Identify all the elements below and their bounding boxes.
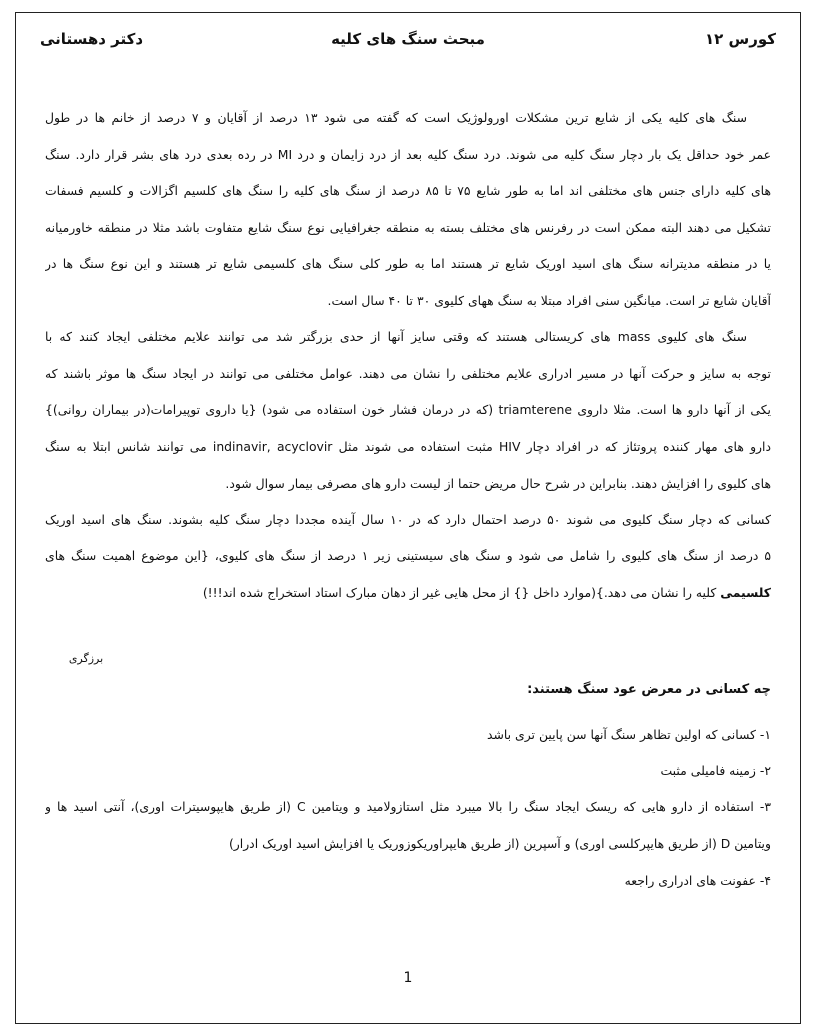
author-name: دکتر دهستانی	[40, 30, 144, 48]
paragraph-line: آقایان شایع تر است. میانگین سنی افراد مبتلا به سنگ ههای کلیوی ۳۰ تا ۴۰ سال است.	[327, 293, 771, 308]
page-header	[40, 30, 776, 60]
section-heading: چه کسانی در معرض عود سنگ هستند:	[527, 682, 771, 697]
paragraph-line: یکی از آنها دارو ها است. مثلا داروی triamterene (که در درمان فشار خون استفاده می شود) {یا داروی توپیرامات(در بیماران روانی)}	[45, 402, 771, 417]
course-label: کورس ۱۲	[705, 30, 776, 48]
main-text	[45, 100, 771, 611]
bold-term: کلسیمی	[720, 585, 771, 600]
paragraph-line: های کلیوی را افزایش دهند. بنابراین در شرح حال مریض حتما از لیست دارو های مصرفی بیمار سوال شود.	[225, 475, 771, 491]
paragraph-line	[45, 575, 771, 612]
paragraph-text: کلیه را نشان می دهد.}(موارد داخل {} از محل هایی غیر از دهان مبارک استاد استخراج شده اند!!!)	[202, 585, 721, 600]
paragraph-line: دارو های مهار کننده پروتئاز که در افراد دچار HIV مثبت استفاده می شوند مثل indinavir, acyclovir می توانند شانس ابتلا به سنگ	[45, 438, 771, 454]
paragraph-line: توجه به سایز و حرکت آنها در مسیر ادراری علایم مختلفی را نشان می دهند. عوامل مختلفی می توانند در ایجاد سنگ ها موثر باشند که	[45, 365, 771, 381]
risk-list	[45, 716, 771, 899]
paragraph-line: کسانی که دچار سنگ کلیوی می شوند ۵۰ درصد احتمال دارد که در ۱۰ سال آینده مجددا دچار سنگ کلیه بشوند. سنگ های اسید اوریک	[45, 511, 771, 527]
paragraph-line: عمر خود حداقل یک بار دچار سنگ کلیه می شوند. درد سنگ کلیه بعد از درد زایمان و درد MI در رده بعدی درد های بشر قرار دارد. سنگ	[45, 146, 771, 162]
signature: برزگری	[68, 652, 104, 665]
list-item: ۱- کسانی که اولین تظاهر سنگ آنها سن پایین تری باشد	[486, 726, 771, 742]
paragraph-line: یا در منطقه مدیترانه سنگ های اسید اوریک شایع تر هستند اما به طور کلی سنگ های کلسیمی شایع تر هستند و این نوع سنگ ها در	[45, 256, 771, 271]
list-item: ۳- استفاده از دارو هایی که ریسک ایجاد سنگ را بالا میبرد مثل استازولامید و ویتامین C (از طریق هایپوسیترات اوری)، آنتی اسید ها و	[45, 799, 771, 814]
list-item: ۲- زمینه فامیلی مثبت	[660, 763, 771, 779]
paragraph-line: سنگ های کلیه یکی از شایع ترین مشکلات اورولوژیک است که گفته می شود ۱۳ درصد از آقایان و ۷ درصد از خانم ها در طول	[45, 110, 747, 125]
paragraph-line: های کلیه دارای جنس های مختلفی اند اما به طور شایع ۷۵ تا ۸۵ درصد از سنگ های کلیه را سنگ های کلسیم اگزالات و کلسیم فسفات	[45, 183, 771, 198]
page-number: 1	[403, 970, 413, 986]
paragraph-line: ۵ درصد از سنگ های کلیوی را شامل می شود و سنگ های سیستینی زیر ۱ درصد از سنگ های کلیوی، {این موضوع اهمیت سنگ های	[45, 548, 771, 563]
list-item: ویتامین D (از طریق هایپرکلسی اوری) و آسپرین (از طریق هایپراوریکوزوریک یا افزایش اسید اوریک ادرار)	[228, 836, 771, 852]
paragraph-line: سنگ های کلیوی mass های کریستالی هستند که وقتی سایز آنها از حدی بزرگتر شد می توانند علایم مختلفی ایجاد کنند که با	[45, 329, 747, 344]
paragraph-line: تشکیل می دهند البته ممکن است در رفرنس های مختلف بسته به منطقه جغرافیایی نوع سنگ شایع متفاوت باشد مثلا در منطقه خاورمیانه	[45, 219, 771, 235]
list-item: ۴- عفونت های ادراری راجعه	[624, 872, 771, 888]
page-title: مبحث سنگ های کلیه	[331, 30, 485, 48]
